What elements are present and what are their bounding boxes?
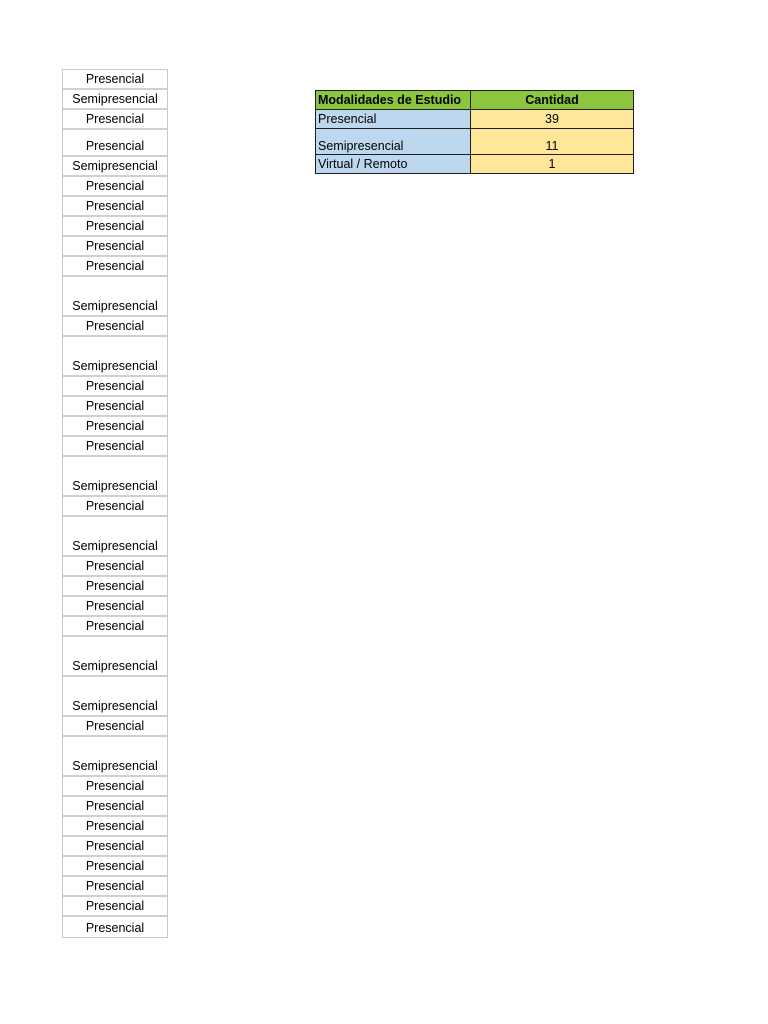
- modality-cell[interactable]: Presencial: [63, 717, 167, 737]
- modality-cell[interactable]: Semipresencial: [63, 90, 167, 110]
- summary-label-cell[interactable]: Semipresencial: [316, 129, 471, 155]
- modality-cell[interactable]: Semipresencial: [63, 277, 167, 317]
- modality-cell[interactable]: Presencial: [63, 557, 167, 577]
- modality-cell[interactable]: Presencial: [63, 817, 167, 837]
- modality-cell[interactable]: Presencial: [63, 377, 167, 397]
- modality-cell[interactable]: Semipresencial: [63, 457, 167, 497]
- modality-cell[interactable]: Presencial: [63, 797, 167, 817]
- modality-cell[interactable]: Presencial: [63, 417, 167, 437]
- header-modalidades[interactable]: Modalidades de Estudio: [316, 91, 471, 110]
- summary-qty-cell[interactable]: 39: [471, 110, 634, 129]
- modality-cell[interactable]: Presencial: [63, 897, 167, 917]
- modality-cell[interactable]: Presencial: [63, 777, 167, 797]
- summary-label-cell[interactable]: Virtual / Remoto: [316, 155, 471, 174]
- modality-cell[interactable]: Presencial: [63, 177, 167, 197]
- modality-cell[interactable]: Presencial: [63, 437, 167, 457]
- summary-row: [316, 155, 634, 174]
- summary-label-cell[interactable]: Presencial: [316, 110, 471, 129]
- modality-cell[interactable]: Presencial: [63, 597, 167, 617]
- summary-qty-cell[interactable]: 1: [471, 155, 634, 174]
- summary-qty-cell[interactable]: 11: [471, 129, 634, 155]
- modality-cell[interactable]: Presencial: [63, 397, 167, 417]
- modality-cell[interactable]: Semipresencial: [63, 157, 167, 177]
- summary-row: [316, 110, 634, 129]
- summary-header-row: [316, 91, 634, 110]
- modality-cell[interactable]: Presencial: [63, 497, 167, 517]
- modality-cell[interactable]: Presencial: [63, 257, 167, 277]
- modality-cell[interactable]: Presencial: [63, 217, 167, 237]
- modality-cell[interactable]: Presencial: [63, 237, 167, 257]
- modality-cell[interactable]: Presencial: [63, 130, 167, 157]
- modality-cell[interactable]: Semipresencial: [63, 677, 167, 717]
- modality-list: [62, 69, 168, 938]
- modality-cell[interactable]: Presencial: [63, 197, 167, 217]
- modality-cell[interactable]: Presencial: [63, 837, 167, 857]
- summary-table: [315, 90, 634, 174]
- summary-row: [316, 129, 634, 155]
- modality-cell[interactable]: Semipresencial: [63, 517, 167, 557]
- header-cantidad[interactable]: Cantidad: [471, 91, 634, 110]
- modality-cell[interactable]: Presencial: [85, 920, 145, 935]
- modality-cell[interactable]: Presencial: [63, 317, 167, 337]
- modality-cell[interactable]: Presencial: [63, 617, 167, 637]
- modality-cell[interactable]: Semipresencial: [63, 737, 167, 777]
- modality-cell[interactable]: Presencial: [63, 877, 167, 897]
- modality-cell[interactable]: Semipresencial: [63, 337, 167, 377]
- modality-cell[interactable]: Semipresencial: [63, 637, 167, 677]
- modality-cell[interactable]: Presencial: [63, 857, 167, 877]
- modality-cell[interactable]: Presencial: [63, 577, 167, 597]
- modality-cell[interactable]: Presencial: [63, 110, 167, 130]
- modality-cell[interactable]: Presencial: [63, 70, 167, 90]
